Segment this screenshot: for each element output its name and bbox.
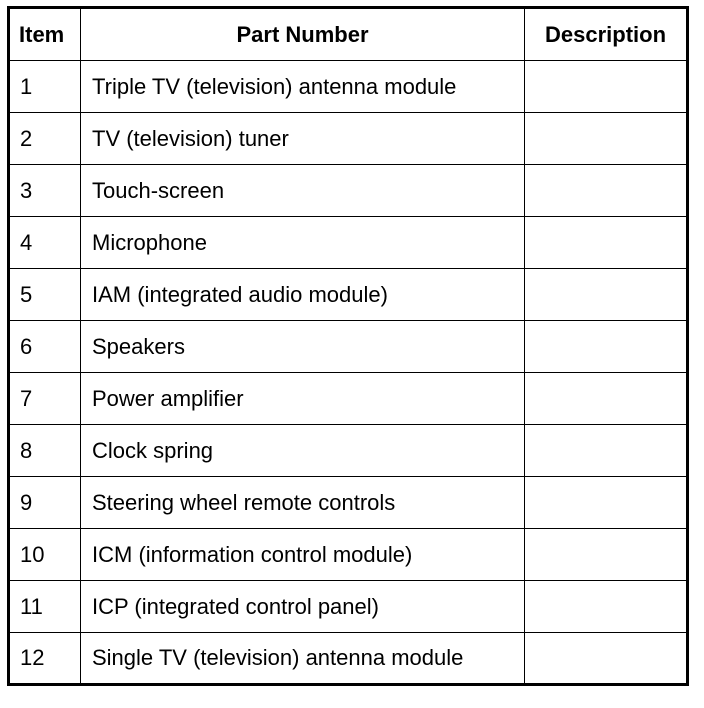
- item-number: 8: [9, 425, 81, 477]
- item-number: 5: [9, 269, 81, 321]
- header-row: [9, 8, 688, 61]
- part-name: Single TV (television) antenna module: [81, 633, 525, 685]
- item-number: 12: [9, 633, 81, 685]
- table-row: [9, 373, 688, 425]
- header-part-number: Part Number: [81, 8, 525, 61]
- item-number: 7: [9, 373, 81, 425]
- item-number: 4: [9, 217, 81, 269]
- part-name: Microphone: [81, 217, 525, 269]
- table-row: [9, 633, 688, 685]
- part-name: Clock spring: [81, 425, 525, 477]
- item-number: 11: [9, 581, 81, 633]
- description-cell: [525, 529, 688, 581]
- table-row: [9, 217, 688, 269]
- header-description: Description: [525, 8, 688, 61]
- table-row: [9, 269, 688, 321]
- table-row: [9, 529, 688, 581]
- description-cell: [525, 269, 688, 321]
- table-header: [9, 8, 688, 61]
- part-name: Triple TV (television) antenna module: [81, 61, 525, 113]
- description-cell: [525, 373, 688, 425]
- table-row: [9, 165, 688, 217]
- table-row: [9, 61, 688, 113]
- item-number: 6: [9, 321, 81, 373]
- table-body: [9, 61, 688, 685]
- description-cell: [525, 217, 688, 269]
- table-row: [9, 581, 688, 633]
- part-name: IAM (integrated audio module): [81, 269, 525, 321]
- description-cell: [525, 425, 688, 477]
- table-row: [9, 321, 688, 373]
- part-name: Power amplifier: [81, 373, 525, 425]
- parts-table: [7, 6, 689, 686]
- part-name: Touch-screen: [81, 165, 525, 217]
- description-cell: [525, 113, 688, 165]
- item-number: 2: [9, 113, 81, 165]
- item-number: 1: [9, 61, 81, 113]
- part-name: Steering wheel remote controls: [81, 477, 525, 529]
- table-row: [9, 477, 688, 529]
- part-name: ICP (integrated control panel): [81, 581, 525, 633]
- description-cell: [525, 321, 688, 373]
- header-item: Item: [9, 8, 81, 61]
- description-cell: [525, 61, 688, 113]
- part-name: Speakers: [81, 321, 525, 373]
- table-row: [9, 425, 688, 477]
- item-number: 10: [9, 529, 81, 581]
- description-cell: [525, 581, 688, 633]
- table-row: [9, 113, 688, 165]
- description-cell: [525, 477, 688, 529]
- part-name: ICM (information control module): [81, 529, 525, 581]
- item-number: 3: [9, 165, 81, 217]
- description-cell: [525, 165, 688, 217]
- part-name: TV (television) tuner: [81, 113, 525, 165]
- description-cell: [525, 633, 688, 685]
- item-number: 9: [9, 477, 81, 529]
